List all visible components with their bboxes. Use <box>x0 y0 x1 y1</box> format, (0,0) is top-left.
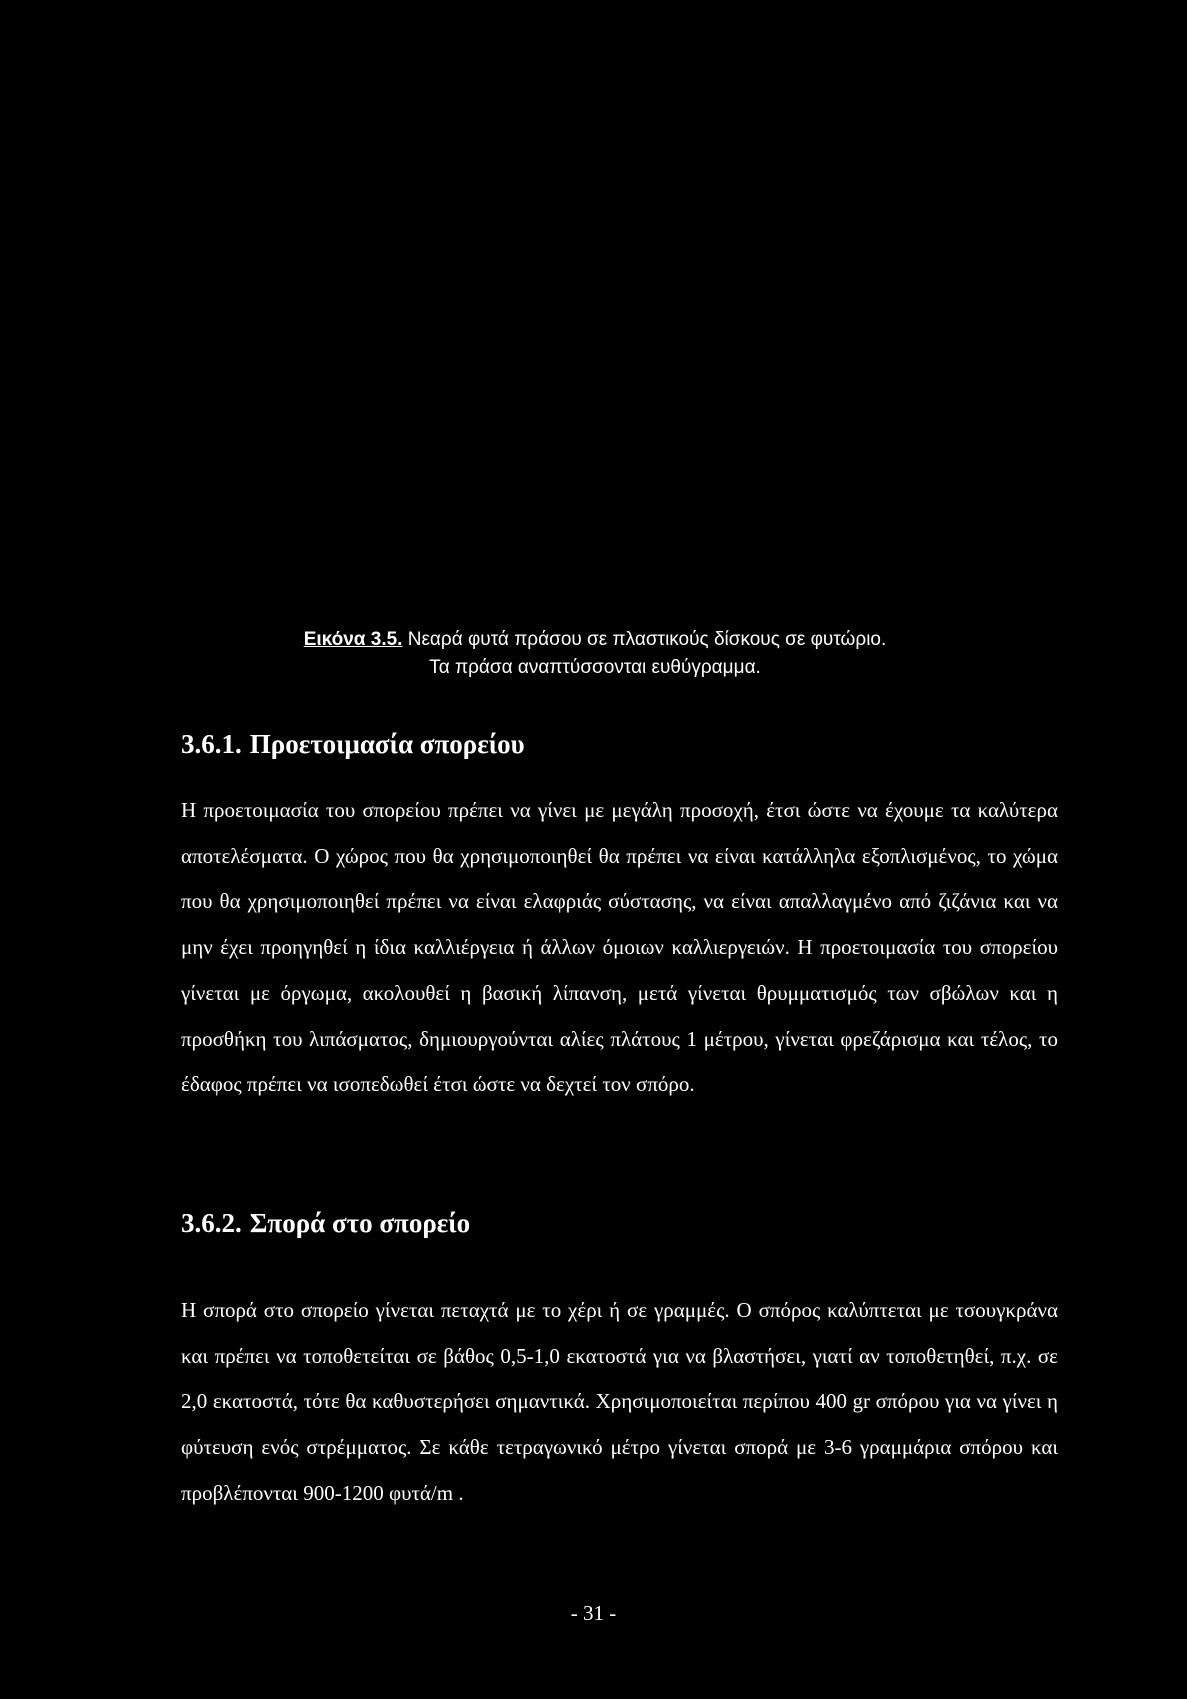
caption-text-1: Νεαρά φυτά πράσου σε πλαστικούς δίσκους σε φυτώριο. <box>402 629 887 650</box>
page-number: - 31 - <box>570 1601 617 1625</box>
caption-line-1 <box>200 626 990 654</box>
caption-label: Εικόνα 3.5. <box>303 629 403 650</box>
section-number: 3.6.1. <box>181 729 242 759</box>
section-number: 3.6.2. <box>181 1208 242 1238</box>
section-title: Σπορά στο σπορείο <box>249 1208 471 1238</box>
section-paragraph-3-6-2: Η σπορά στο σπορείο γίνεται πεταχτά με το χέρι ή σε γραμμές. Ο σπόρος καλύπτεται με τσουγκράνα και πρέπει να τοποθετείται σε βάθος 0,5-1,0 εκατοστά για να βλαστήσει, γιατί αν τοποθετηθεί, π.χ. σε 2,0 εκατοστά, τότε θα καθυστερήσει σημαντικά. Χρησιμοποιείται περίπου 400 gr σπόρου για να γίνει η φύτευση ενός στρέμματος. Σε κάθε τετραγωνικό μέτρο γίνεται σπορά με 3-6 γραμμάρια σπόρου και προβλέπονται 900-1200 φυτά/m . <box>181 1298 1058 1505</box>
caption-line-2: Τα πράσα αναπτύσσονται ευθύγραμμα. <box>429 657 761 678</box>
section-paragraph-3-6-1: Η προετοιμασία του σπορείου πρέπει να γίνει με μεγάλη προσοχή, έτσι ώστε να έχουμε τα καλύτερα αποτελέσματα. Ο χώρος που θα χρησιμοποιηθεί θα πρέπει να είναι κατάλληλα εξοπλισμένος, το χώμα που θα χρησιμοποιηθεί πρέπει να είναι ελαφριάς σύστασης, να είναι απαλλαγμένο από ζιζάνια και να μην έχει προηγηθεί η ίδια καλλιέργεια ή άλλων όμοιων καλλιεργειών. Η προετοιμασία του σπορείου γίνεται με όργωμα, ακολουθεί η βασική λίπανση, μετά γίνεται θρυμματισμός των σβώλων και η προσθήκη του λιπάσματος, δημιουργούνται αλίες πλάτους 1 μέτρου, γίνεται φρεζάρισμα και τέλος, το έδαφος πρέπει να ισοπεδωθεί έτσι ώστε να δεχτεί τον σπόρο. <box>181 798 1058 1097</box>
section-heading-3-6-2 <box>181 1206 470 1240</box>
figure-image-area <box>0 0 1187 610</box>
section-title: Προετοιμασία σπορείου <box>249 729 525 759</box>
section-heading-3-6-1 <box>181 727 525 761</box>
figure-caption <box>200 626 990 682</box>
